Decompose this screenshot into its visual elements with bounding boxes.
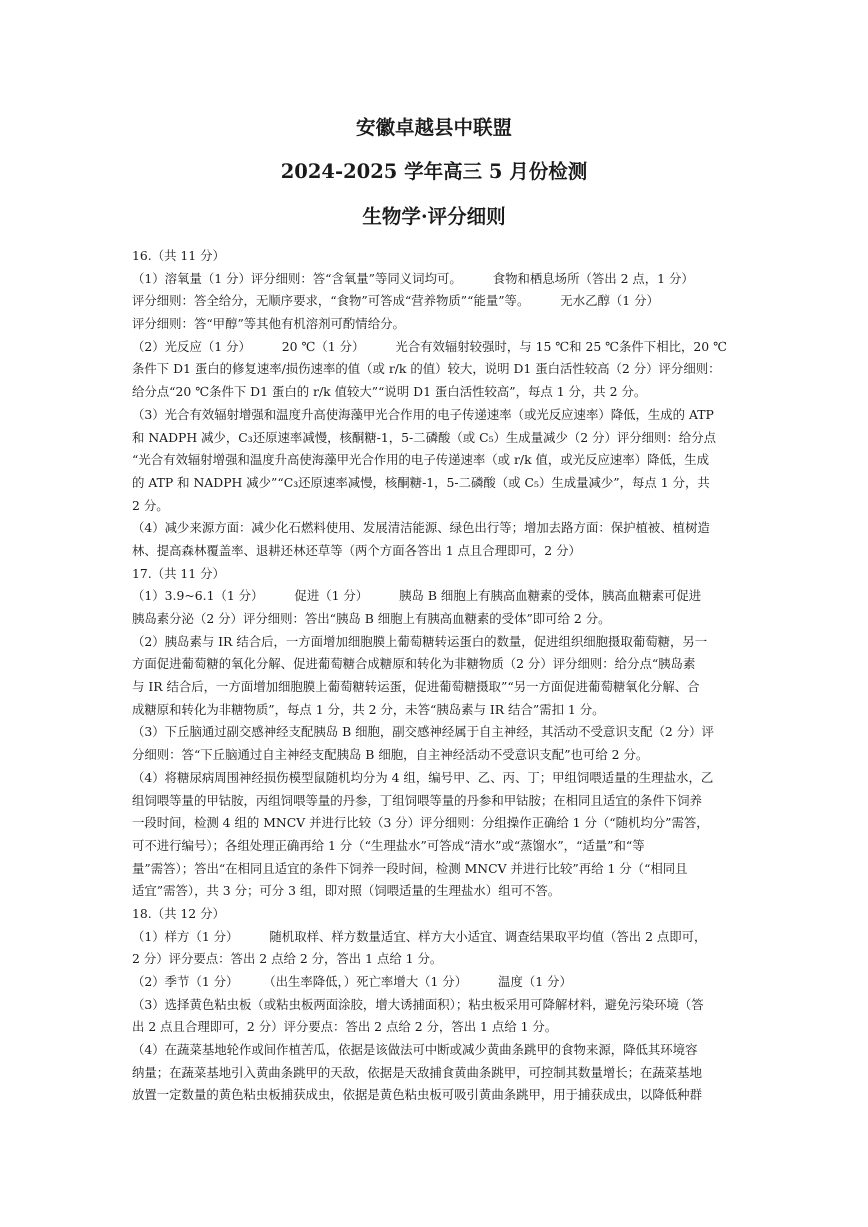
- text-line: （3）光合有效辐射增强和温度升高使海藻甲光合作用的电子传递速率（或光反应速率）降低，生成的 ATP: [132, 406, 714, 422]
- text-line: （2）胰岛素与 IR 结合后，一方面增加细胞膜上葡萄糖转运蛋白的数量，促进组织细胞摄取葡萄糖，另一: [132, 633, 708, 649]
- text-line: 评分细则：答全给分，无顺序要求，“食物”可答成“营养物质”“能量”等。 无水乙醇（1 分）: [132, 293, 659, 309]
- text-line: （2）光反应（1 分） 20 ℃（1 分） 光合有效辐射较强时，与 15 ℃和 25 ℃条件下相比，20 ℃: [132, 338, 727, 354]
- text-line: 与 IR 结合后，一方面增加细胞膜上葡萄糖转运蛋，促进葡萄糖摄取”“另一方面促进葡萄糖氧化分解、合: [132, 679, 700, 695]
- text-line: （2）季节（1 分） （出生率降低，）死亡率增大（1 分） 温度（1 分）: [132, 974, 572, 989]
- text-line: 组饲喂等量的甲钴胺，丙组饲喂等量的丹参，丁组饲喂等量的丹参和甲钴胺；在相同且适宜的条件下饲养: [132, 792, 702, 808]
- text-line: 给分点“20 ℃条件下 D1 蛋白的 r/k 值较大”“说明 D1 蛋白活性较高”，每点 1 分，共 2 分。: [132, 384, 647, 400]
- text-line: （4）减少来源方面：减少化石燃料使用、发展清洁能源、绿色出行等；增加去路方面：保护植被、植树造: [132, 520, 710, 536]
- text-line: 2 分）评分要点：答出 2 点给 2 分，答出 1 点给 1 分。: [132, 951, 443, 967]
- text-line: 条件下 D1 蛋白的修复速率/损伤速率的值（或 r/k 的值）较大，说明 D1 蛋白活性较高（2 分）评分细则：: [132, 361, 721, 377]
- text-line: 评分细则：答“甲醇”等其他有机溶剂可酌情给分。: [132, 316, 405, 332]
- text-line: 18.（共 12 分）: [132, 905, 225, 921]
- doc-title-exam: 2024-2025 学年高三 5 月份检测: [280, 160, 588, 183]
- text-line: 放置一定数量的黄色粘虫板捕获成虫，依据是黄色粘虫板可吸引黄曲条跳甲，用于捕获成虫，以降低种群: [132, 1087, 702, 1103]
- document-body: [132, 245, 738, 1107]
- text-line: 的 ATP 和 NADPH 减少”“C₃还原速率减慢，核酮糖-1，5-二磷酸（或 C₅）生成量减少”，每点 1 分，共: [132, 474, 710, 490]
- text-line: 成糖原和转化为非糖物质”，每点 1 分，共 2 分，未答“胰岛素与 IR 结合”需扣 1 分。: [132, 701, 605, 717]
- text-line: 胰岛素分泌（2 分）评分细则：答出“胰岛 B 细胞上有胰高血糖素的受体”即可给 2 分。: [132, 611, 611, 626]
- text-line: （3）选择黄色粘虫板（或粘虫板两面涂胶，增大诱捕面积）；粘虫板采用可降解材料，避免污染环境（答: [132, 996, 704, 1012]
- text-line: 量”需答）；答出“在相同且适宜的条件下饲养一段时间，检测 MNCV 并进行比较”再给 1 分（“相同且: [132, 860, 688, 876]
- doc-title-organization: 安徽卓越县中联盟: [355, 116, 512, 139]
- text-line: 分细则：答“下丘脑通过自主神经支配胰岛 B 细胞，自主神经活动不受意识支配”也可给 2 分。: [132, 747, 649, 763]
- text-line: 林、提高森林覆盖率、退耕还林还草等（两个方面各答出 1 点且合理即可，2 分）: [132, 542, 581, 558]
- text-line: 出 2 点且合理即可，2 分）评分要点：答出 2 点给 2 分，答出 1 点给 1 分。: [132, 1019, 558, 1035]
- text-line: 纳量；在蔬菜基地引入黄曲条跳甲的天敌，依据是天敌捕食黄曲条跳甲，可控制其数量增长；在蔬菜基地: [132, 1064, 702, 1080]
- text-line: （1）样方（1 分） 随机取样、样方数量适宜、样方大小适宜、调查结果取平均值（答出 2 点即可，: [132, 928, 707, 944]
- text-line: 17.（共 11 分）: [132, 565, 225, 581]
- text-line: （4）在蔬菜基地轮作或间作植苦瓜，依据是该做法可中断或减少黄曲条跳甲的食物来源，降低其环境容: [132, 1042, 698, 1058]
- text-line: 16.（共 11 分）: [132, 248, 225, 263]
- text-line: 一段时间，检测 4 组的 MNCV 并进行比较（3 分）评分细则：分组操作正确给 1 分（“随机均分”需答，: [132, 815, 709, 831]
- text-line: “光合有效辐射增强和温度升高使海藻甲光合作用的电子传递速率（或 r/k 值，或光反应速率）降低，生成: [132, 452, 710, 468]
- text-line: （1）溶氧量（1 分）评分细则：答“含氧量”等同义词均可。 食物和栖息场所（答出 2 点，1 分）: [132, 270, 694, 286]
- text-line: （4）将糖尿病周围神经损伤模型鼠随机均分为 4 组，编号甲、乙、丙、丁；甲组饲喂适量的生理盐水，乙: [132, 769, 714, 785]
- text-line: （1）3.9~6.1（1 分） 促进（1 分） 胰岛 B 细胞上有胰高血糖素的受体，胰高血糖素可促进: [132, 588, 702, 604]
- text-line: 适宜”需答），共 3 分；可分 3 组，即对照（饲喂适量的生理盐水）组可不答。: [132, 883, 561, 899]
- text-line: （3）下丘脑通过副交感神经支配胰岛 B 细胞，副交感神经属于自主神经，其活动不受意识支配（2 分）评: [132, 724, 714, 740]
- text-line: 2 分。: [132, 497, 169, 513]
- text-line: 方面促进葡萄糖的氧化分解、促进葡萄糖合成糖原和转化为非糖物质（2 分）评分细则：给分点“胰岛素: [132, 656, 696, 672]
- doc-title-subject: 生物学·评分细则: [362, 205, 506, 228]
- text-line: 可不进行编号）；各组处理正确再给 1 分（“生理盐水”可答成“清水”或“蒸馏水”，“适量”和“等: [132, 837, 645, 853]
- text-line: 和 NADPH 减少，C₃还原速率减慢，核酮糖-1，5-二磷酸（或 C₅）生成量减少（2 分）评分细则：给分点: [132, 429, 716, 445]
